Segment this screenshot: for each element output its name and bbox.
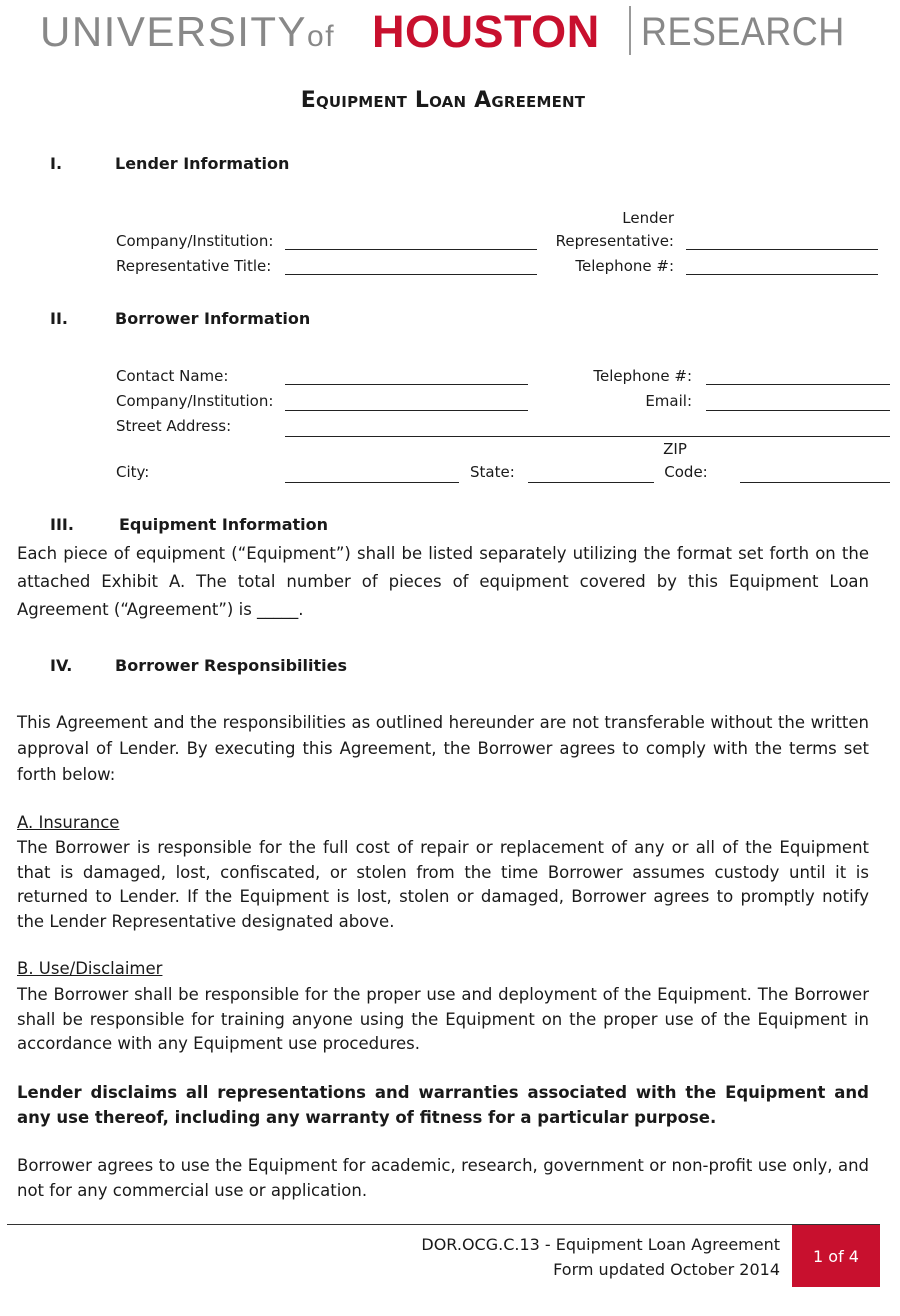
insurance-paragraph: The Borrower is responsible for the full cost of repair or replacement of any or all of the Equipment that is damaged, lost, confiscated, or stolen from the time Borrower assumes custody until it is returned to Lender. If the Equipment is lost, stolen or damaged, Borrower agrees to promptly notify the Lender Representative designated above. [17, 838, 869, 931]
borrower-state-label: State: [470, 463, 515, 481]
footer-updated: Form updated October 2014 [553, 1260, 780, 1279]
lender-company-label: Company/Institution: [116, 232, 274, 250]
logo-divider [629, 6, 631, 55]
lender-label: Lender [622, 209, 674, 227]
lender-rep-title-label: Representative Title: [116, 257, 272, 275]
lender-representative-field[interactable] [686, 249, 878, 250]
use-disclaimer-paragraph: The Borrower shall be responsible for the proper use and deployment of the Equipment. The Borrower shall be responsible for training anyone using the Equipment on the proper use of the Equipment in accordance with any Equipment use procedures. [17, 985, 869, 1053]
logo-houston-text: HOUSTON [372, 6, 600, 57]
footer-divider [7, 1224, 880, 1225]
borrower-company-label: Company/Institution: [116, 392, 274, 410]
logo-university-text: UNIVERSITYof [40, 8, 336, 55]
section-4-title: Borrower Responsibilities [115, 656, 348, 675]
borrower-telephone-label: Telephone #: [593, 367, 692, 385]
section-3-number: III. [50, 515, 74, 534]
borrower-city-field[interactable] [285, 482, 459, 483]
section-3-title: Equipment Information [119, 515, 329, 534]
logo-of-text: of [307, 20, 336, 53]
section-4-number: IV. [50, 656, 73, 675]
logo-research-text: RESEARCH [641, 10, 845, 54]
borrower-code-label: Code: [664, 463, 708, 481]
insurance-heading: A. Insurance [17, 813, 120, 832]
warranty-disclaimer: Lender disclaims all representations and warranties associated with the Equipment and any use thereof, including any warranty of fitness for a particular purpose. [17, 1083, 869, 1127]
lender-telephone-field[interactable] [686, 274, 878, 275]
borrower-telephone-field[interactable] [706, 384, 890, 385]
borrower-zip-label: ZIP [663, 440, 687, 458]
use-disclaimer-heading: B. Use/Disclaimer [17, 959, 163, 978]
borrower-state-field[interactable] [528, 482, 654, 483]
lender-company-field[interactable] [285, 249, 537, 250]
borrower-contact-field[interactable] [285, 384, 528, 385]
equipment-info-paragraph: Each piece of equipment (“Equipment”) shall be listed separately utilizing the format set forth on the attached Exhibit A. The total number of pieces of equipment covered by this Equipment Loan Agreement (“Agreement”) is _____. [17, 544, 869, 619]
lender-telephone-label: Telephone #: [575, 257, 674, 275]
borrower-street-field[interactable] [285, 436, 890, 437]
borrower-city-label: City: [116, 463, 150, 481]
borrower-email-field[interactable] [706, 410, 890, 411]
borrower-email-label: Email: [645, 392, 692, 410]
section-2-title: Borrower Information [115, 309, 311, 328]
section-1-title: Lender Information [115, 154, 290, 173]
lender-rep-title-field[interactable] [285, 274, 537, 275]
page-number-badge: 1 of 4 [792, 1225, 880, 1287]
lender-representative-label: Representative: [555, 232, 674, 250]
borrower-company-field[interactable] [285, 410, 528, 411]
section-2-number: II. [50, 309, 68, 328]
university-logo [0, 0, 900, 64]
non-commercial-use-paragraph: Borrower agrees to use the Equipment for academic, research, government or non-profit use only, and not for any commercial use or application. [17, 1156, 869, 1200]
document-title: Equipment Loan Agreement [300, 88, 586, 113]
responsibilities-intro: This Agreement and the responsibilities as outlined hereunder are not transferable without the written approval of Lender. By executing this Agreement, the Borrower agrees to comply with the terms set forth below: [17, 713, 869, 784]
borrower-street-label: Street Address: [116, 417, 232, 435]
borrower-zip-field[interactable] [740, 482, 890, 483]
footer-form-info [421, 1232, 780, 1282]
section-1-number: I. [50, 154, 63, 173]
footer-form-id: DOR.OCG.C.13 - Equipment Loan Agreement [421, 1235, 780, 1254]
borrower-contact-label: Contact Name: [116, 367, 229, 385]
